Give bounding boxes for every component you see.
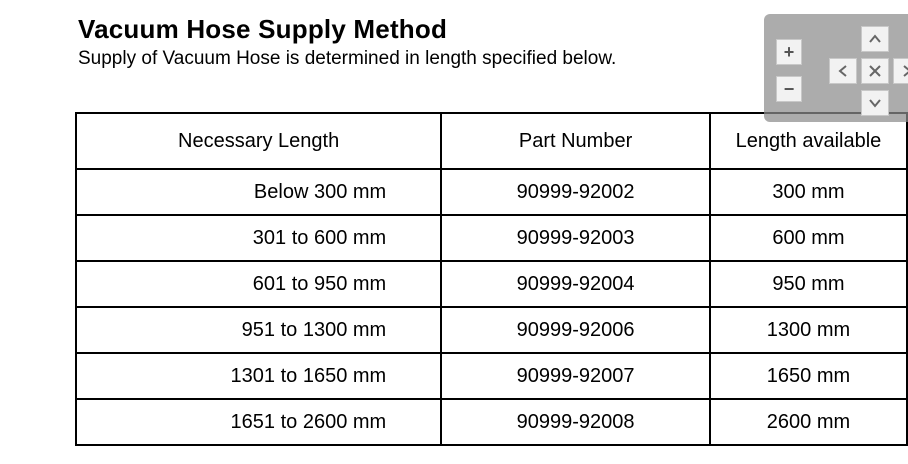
length-available-cell: 1650 mm bbox=[710, 353, 907, 399]
chevron-up-icon bbox=[868, 32, 882, 46]
necessary-length-cell: 951 to 1300 mm bbox=[76, 307, 441, 353]
table-row bbox=[76, 399, 907, 445]
viewer-navigation-overlay bbox=[764, 14, 908, 122]
part-number-cell: 90999-92004 bbox=[441, 261, 710, 307]
length-available-cell: 2600 mm bbox=[710, 399, 907, 445]
hose-supply-table bbox=[75, 112, 908, 446]
page-title: Vacuum Hose Supply Method bbox=[78, 14, 448, 44]
pan-right-button[interactable] bbox=[893, 58, 908, 84]
close-icon bbox=[868, 64, 882, 78]
part-number-cell: 90999-92003 bbox=[441, 215, 710, 261]
part-number-cell: 90999-92002 bbox=[441, 169, 710, 215]
part-number-cell: 90999-92006 bbox=[441, 307, 710, 353]
zoom-in-button[interactable]: + bbox=[776, 39, 802, 65]
necessary-length-cell: 1301 to 1650 mm bbox=[76, 353, 441, 399]
length-available-cell: 1300 mm bbox=[710, 307, 907, 353]
zoom-out-button[interactable]: − bbox=[776, 76, 802, 102]
table-row bbox=[76, 169, 907, 215]
necessary-length-cell: 1651 to 2600 mm bbox=[76, 399, 441, 445]
necessary-length-cell: 301 to 600 mm bbox=[76, 215, 441, 261]
length-available-cell: 300 mm bbox=[710, 169, 907, 215]
chevron-right-icon bbox=[900, 64, 908, 78]
column-header-necessary-length: Necessary Length bbox=[76, 113, 441, 169]
table-row bbox=[76, 353, 907, 399]
column-header-length-available: Length available bbox=[710, 113, 907, 169]
column-header-part-number: Part Number bbox=[441, 113, 710, 169]
pan-up-button[interactable] bbox=[861, 26, 889, 52]
table-row bbox=[76, 307, 907, 353]
necessary-length-cell: Below 300 mm bbox=[76, 169, 441, 215]
chevron-down-icon bbox=[868, 96, 882, 110]
page-subtitle: Supply of Vacuum Hose is determined in length specified below. bbox=[78, 48, 617, 69]
length-available-cell: 950 mm bbox=[710, 261, 907, 307]
necessary-length-cell: 601 to 950 mm bbox=[76, 261, 441, 307]
pan-left-button[interactable] bbox=[829, 58, 857, 84]
table-row bbox=[76, 215, 907, 261]
table-row bbox=[76, 261, 907, 307]
length-available-cell: 600 mm bbox=[710, 215, 907, 261]
pan-down-button[interactable] bbox=[861, 90, 889, 116]
chevron-left-icon bbox=[836, 64, 850, 78]
close-button[interactable] bbox=[861, 58, 889, 84]
part-number-cell: 90999-92007 bbox=[441, 353, 710, 399]
part-number-cell: 90999-92008 bbox=[441, 399, 710, 445]
